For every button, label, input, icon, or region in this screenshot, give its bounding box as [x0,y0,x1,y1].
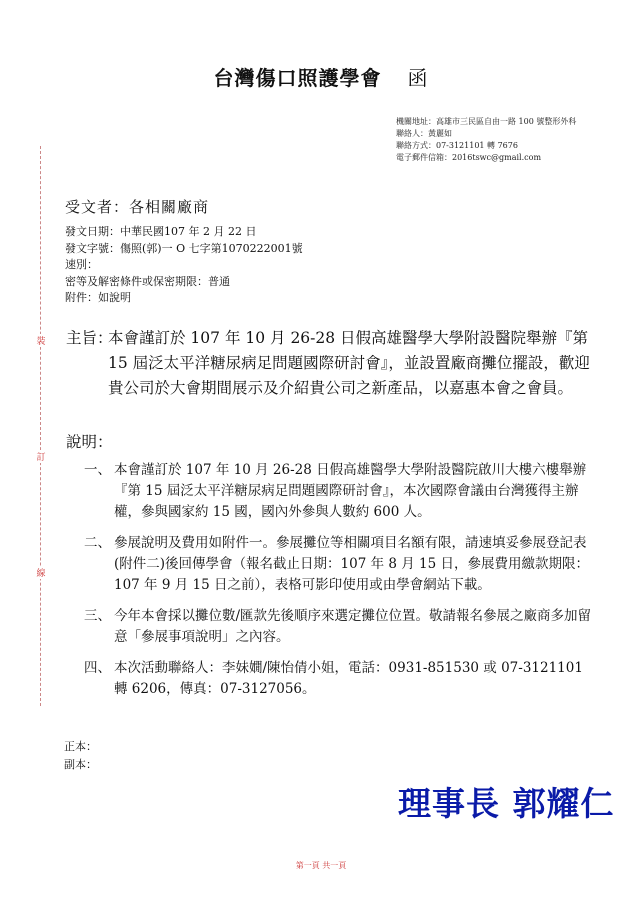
item-text: 本次活動聯絡人：李妹嫺/陳怡倩小姐，電話：0931-851530 或 07-3121101 轉 6206，傳真：07-3127056。 [114,660,583,697]
binding-mark: 訂 [36,450,46,463]
subject-section [66,326,596,401]
security-level: 密等及解密條件或保密期限：普通 [65,274,230,288]
recipient: 受文者：各相關廠商 [65,198,210,216]
page-footer: 第一頁 共一頁 [295,861,347,870]
binding-mark: 裝 [36,334,46,347]
contact-email: 電子郵件信箱：2016tswc@gmail.com [396,153,542,162]
explanation-item [84,460,594,523]
copies-block [64,738,97,774]
subject-label: 主旨： [66,329,113,347]
item-text: 參展說明及費用如附件一。參展攤位等相關項目名額有限，請速填妥參展登記表(附件二)後回傳學會（報名截止日期：107 年 8 月 15 日，參展費用繳款期限：107 年 9 月 15 日之前），表格可影印使用或由學會網站下載。 [114,535,590,593]
attachment: 附件：如說明 [65,291,131,304]
explanation-item [84,658,594,700]
contact-phone: 聯絡方式：07-3121101 轉 7676 [396,141,518,150]
chairman-signature: 理事長 郭耀仁 [398,784,615,823]
subject-text: 本會謹訂於 107 年 10 月 26-28 日假高雄醫學大學附設醫院舉辦『第 15 屆泛太平洋糖尿病足問題國際研討會』，並設置廠商攤位擺設，歡迎貴公司於大會期間展示及介紹貴公司之新產品，以嘉惠本會之會員。 [108,329,590,397]
explanation-item [84,606,594,648]
delivery-speed: 速別： [65,258,98,271]
item-text: 本會謹訂於 107 年 10 月 26-28 日假高雄醫學大學附設醫院啟川大樓六樓舉辦『第 15 屆泛太平洋糖尿病足問題國際研討會』，本次國際會議由台灣獲得主辦權，參與國家約 15 國，國內外參與人數約 600 人。 [114,462,587,520]
letter-title [0,62,642,91]
item-text: 今年本會採以攤位數/匯款先後順序來選定攤位位置。敬請報名參展之廠商多加留意「參展事項說明」之內容。 [114,608,592,645]
item-number: 四、 [84,660,111,676]
explanation-list [84,460,594,710]
document-type: 函 [407,66,429,90]
binding-mark: 線 [36,566,46,579]
document-meta [65,224,303,307]
contact-person: 聯絡人：黃麗如 [396,129,452,138]
explanation-item [84,533,594,596]
item-number: 二、 [84,535,111,551]
binding-line [40,146,41,706]
organization-name: 台灣傷口照護學會 [213,66,382,90]
contact-block [396,116,576,164]
item-number: 三、 [84,608,111,624]
item-number: 一、 [84,462,111,478]
main-copy: 正本： [64,740,97,753]
contact-address: 機關地址：高雄市三民區自由一路 100 號整形外科 [396,117,577,126]
explanation-label: 說明： [66,433,113,451]
document-number: 發文字號：傷照(郭)一 O 七字第1070222001號 [65,241,303,255]
carbon-copy: 副本： [64,758,97,771]
issue-date: 發文日期：中華民國107 年 2 月 22 日 [65,225,257,238]
